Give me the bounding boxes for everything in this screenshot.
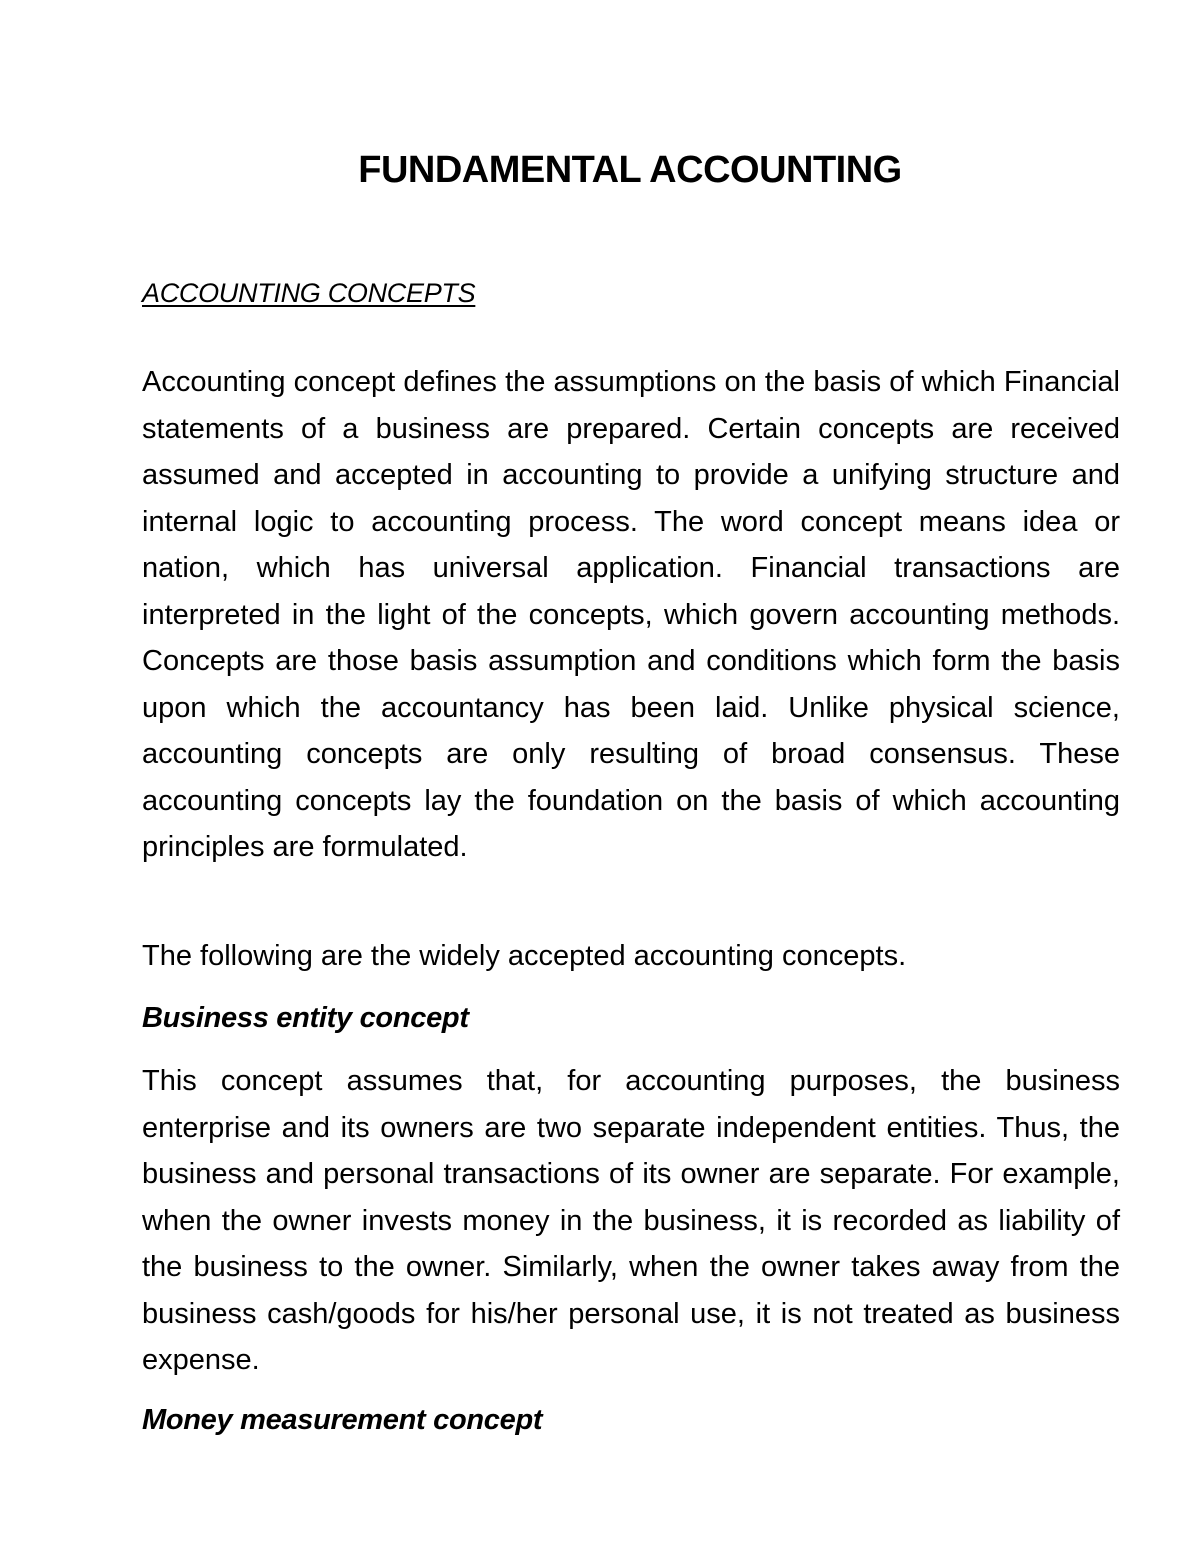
- heading-business-entity-concept: Business entity concept: [142, 1002, 469, 1034]
- heading-money-measurement-concept: Money measurement concept: [142, 1404, 543, 1436]
- document-title: FUNDAMENTAL ACCOUNTING: [358, 149, 902, 191]
- business-entity-paragraph: This concept assumes that, for accounting purposes, the business enterprise and its owners are two separate independent entities. Thus, the business and personal transactions of its owner are separate. For example, when the owner invests money in the business, it is recorded as liability of the business to the owner. Similarly, when the owner takes away from the business cash/goods for his/her personal use, it is not treated as business expense.: [142, 1065, 1120, 1376]
- list-intro-paragraph: The following are the widely accepted accounting concepts.: [142, 940, 907, 972]
- section-heading-accounting-concepts: ACCOUNTING CONCEPTS: [142, 278, 476, 308]
- intro-paragraph: Accounting concept defines the assumptions on the basis of which Financial statements of a business are prepared. Certain concepts are received assumed and accepted in accounting to provide a unifying structure and internal logic to accounting process. The word concept means idea or nation, which has universal application. Financial transactions are interpreted in the light of the concepts, which govern accounting methods. Concepts are those basis assumption and conditions which form the basis upon which the accountancy has been laid. Unlike physical science, accounting concepts are only resulting of broad consensus. These accounting concepts lay the foundation on the basis of which accounting principles are formulated.: [142, 366, 1120, 863]
